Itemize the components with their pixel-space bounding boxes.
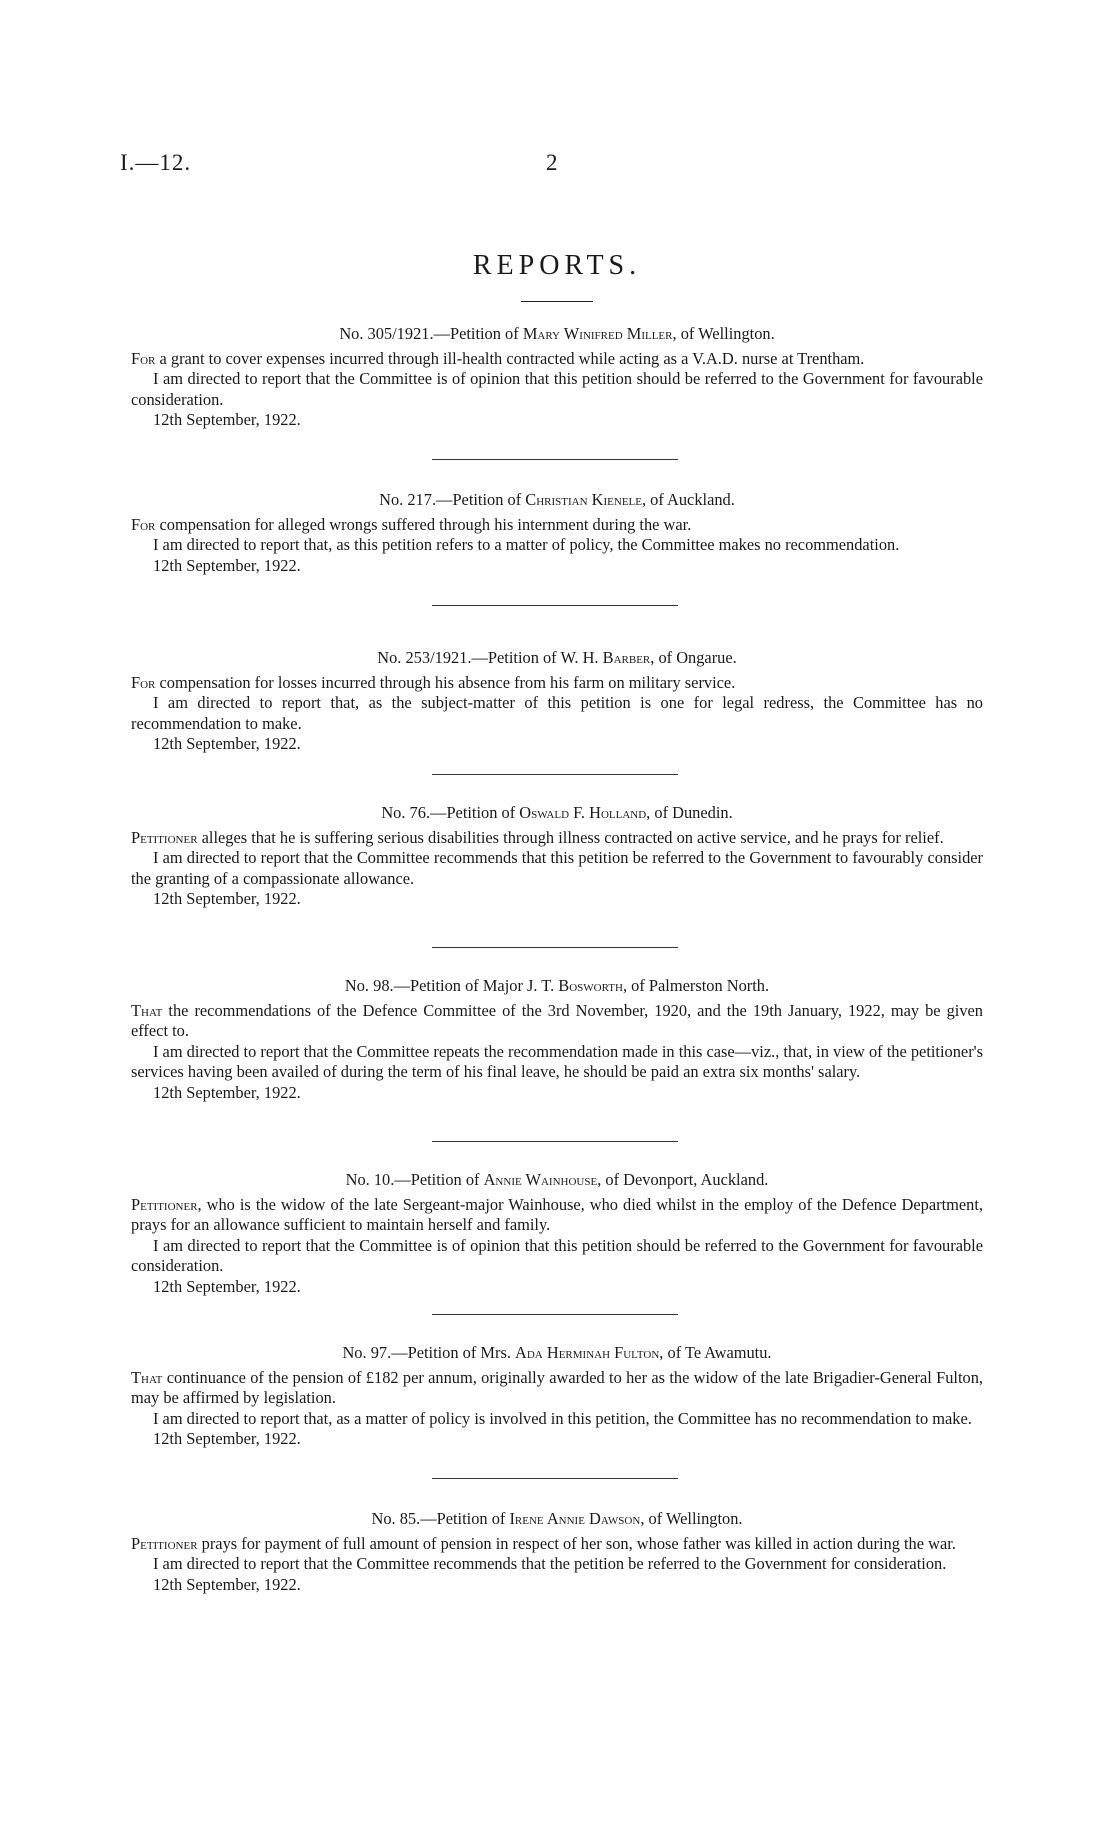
petition-heading: No. 253/1921.—Petition of W. H. Barber, of Ongarue. [377,648,737,667]
section-rule [432,947,678,948]
petition-number: No. 85. [371,1509,421,1528]
petition-number: No. 98. [344,976,394,995]
petition-number: No. 305/1921. [339,324,434,343]
petition-number: No. 76. [381,803,431,822]
petition-prayer: Petitioner prays for payment of full amount of pension in respect of her son, whose father was killed in action during the war. [131,1533,956,1553]
report-date: 12th September, 1922. [153,1082,301,1102]
committee-report: I am directed to report that, as a matter of policy is involved in this petition, the Committee has no recommendation to make. [153,1408,972,1428]
petition-10 [131,1170,983,1298]
report-date: 12th September, 1922. [153,1574,301,1594]
committee-report: I am directed to report that, as the subject-matter of this petition is one for legal redress, the Committee has no recommendation to make. [131,693,983,733]
report-date: 12th September, 1922. [153,889,301,909]
report-date: 12th September, 1922. [153,410,301,430]
petition-prayer: Petitioner, who is the widow of the late Sergeant-major Wainhouse, who died whilst in the employ of the Defence Department, prays for an allowance sufficient to maintain herself and family. [131,1194,983,1235]
petition-305-1921 [131,324,983,431]
title-rule [521,301,593,302]
petitioner-name: Bosworth [558,976,623,995]
petition-heading: No. 97.—Petition of Mrs. Ada Herminah Fulton, of Te Awamutu. [342,1343,772,1362]
petitioner-name: Barber [602,648,651,667]
paper-series-code: I.—12. [120,150,192,175]
page-title: REPORTS. [472,250,642,281]
committee-report: I am directed to report that the Committee is of opinion that this petition should be referred to the Government for favourable consideration. [131,369,983,409]
petition-number: No. 97. [342,1343,392,1362]
petitioner-name: Irene Annie Dawson [509,1509,641,1528]
petition-253-1921 [131,648,983,755]
petition-prayer: That the recommendations of the Defence Committee of the 3rd November, 1920, and the 19th January, 1922, may be given effect to. [131,1000,983,1041]
report-date: 12th September, 1922. [153,1429,301,1449]
petition-98 [131,976,983,1104]
petition-heading: No. 217.—Petition of Christian Kienele, of Auckland. [379,490,735,509]
report-date: 12th September, 1922. [153,734,301,754]
section-rule [432,1478,678,1479]
committee-report: I am directed to report that, as this petition refers to a matter of policy, the Committee makes no recommendation. [153,535,900,555]
petition-76 [131,803,983,910]
petition-prayer: Petitioner alleges that he is suffering serious disabilities through illness contracted on active service, and he prays for relief. [131,827,944,847]
section-rule [432,459,678,460]
report-date: 12th September, 1922. [153,555,301,575]
section-rule [432,1314,678,1315]
petition-number: No. 217. [379,490,437,509]
page-number: 2 [546,150,558,175]
petition-number: No. 253/1921. [377,648,472,667]
petition-prayer: For a grant to cover expenses incurred through ill-health contracted while acting as a V.A.D. nurse at Trentham. [131,348,865,368]
petitioner-name: Christian Kienele [525,490,642,509]
section-rule [432,605,678,606]
section-rule [432,774,678,775]
petition-heading: No. 305/1921.—Petition of Mary Winifred Miller, of Wellington. [339,324,775,343]
petitioner-name: Ada Herminah Fulton [515,1343,660,1362]
petitioner-name: Oswald F. Holland [519,803,647,822]
committee-report: I am directed to report that the Committee repeats the recommendation made in this case—viz., that, in view of the petitioner's services having been availed of during the term of his final leave, he should be paid an extra six months' salary. [131,1041,983,1082]
committee-report: I am directed to report that the Committee is of opinion that this petition should be referred to the Government for favourable consideration. [131,1235,983,1276]
petition-prayer: That continuance of the pension of £182 per annum, originally awarded to her as the widow of the late Brigadier-General Fulton, may be affirmed by legislation. [131,1367,983,1408]
petition-number: No. 10. [345,1170,395,1189]
petitioner-name: Mary Winifred Miller [522,324,673,343]
petition-217 [131,490,983,576]
petitioner-name: Annie Wainhouse [483,1170,598,1189]
petition-prayer: For compensation for losses incurred through his absence from his farm on military service. [131,672,736,692]
petition-heading: No. 98.—Petition of Major J. T. Bosworth, of Palmerston North. [344,976,770,995]
petition-85 [131,1509,983,1595]
section-rule [432,1141,678,1142]
petition-prayer: For compensation for alleged wrongs suffered through his internment during the war. [131,514,692,534]
petition-heading: No. 85.—Petition of Irene Annie Dawson, of Wellington. [371,1509,743,1528]
report-date: 12th September, 1922. [153,1276,301,1296]
committee-report: I am directed to report that the Committee recommends that this petition be referred to the Government to favourably consider the granting of a compassionate allowance. [131,848,983,888]
petition-97 [131,1343,983,1450]
petition-heading: No. 10.—Petition of Annie Wainhouse, of Devonport, Auckland. [345,1170,769,1189]
petition-heading: No. 76.—Petition of Oswald F. Holland, of Dunedin. [381,803,733,822]
committee-report: I am directed to report that the Committee recommends that the petition be referred to the Government for consideration. [153,1554,947,1574]
